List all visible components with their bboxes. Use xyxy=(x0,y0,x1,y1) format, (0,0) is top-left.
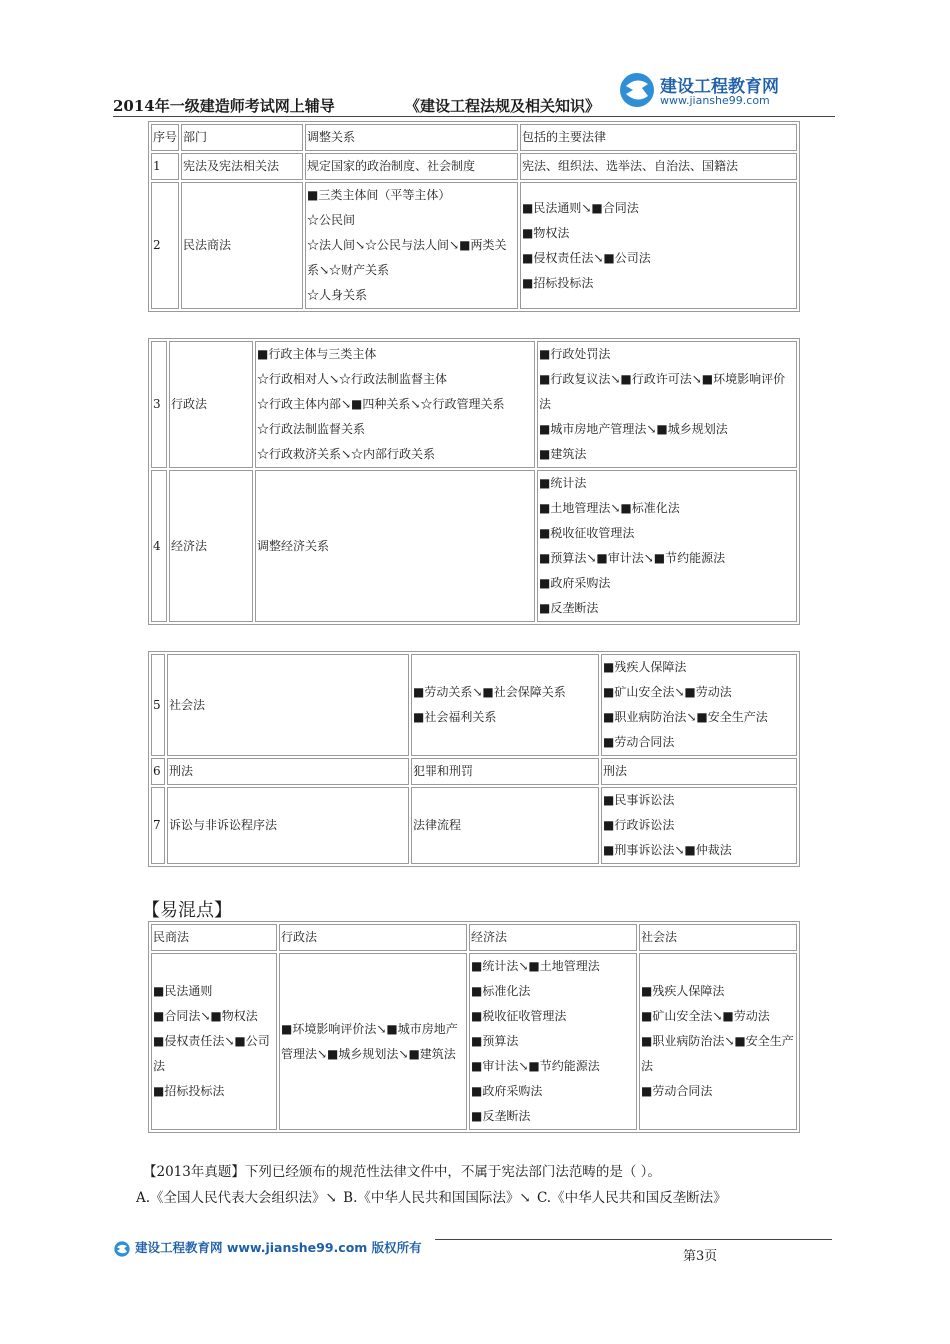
law-line: ■土地管理法↘■标准化法 xyxy=(539,501,680,515)
table-row xyxy=(151,341,797,468)
row-relation xyxy=(411,654,599,756)
col-header: 民商法 xyxy=(151,924,277,951)
table-row xyxy=(151,953,797,1130)
row-relation xyxy=(255,341,535,468)
relation-line: ■行政主体与三类主体 xyxy=(257,347,377,361)
relation-line: ☆行政救济关系↘☆内部行政关系 xyxy=(257,447,436,461)
row-relation: 法律流程 xyxy=(411,787,599,864)
relation-line: ☆人身关系 xyxy=(307,288,368,302)
law-line: ■税收征收管理法 xyxy=(539,526,635,540)
header-rule xyxy=(113,116,835,117)
administrative-laws xyxy=(279,953,467,1130)
law-line: ■反垄断法 xyxy=(539,601,599,615)
relation-line: ■社会福利关系 xyxy=(413,710,497,724)
law-line: ■反垄断法 xyxy=(471,1109,531,1123)
footer-rule xyxy=(435,1239,832,1240)
header-book-title: 《建设工程法规及相关知识》 xyxy=(405,97,601,115)
table-header-row xyxy=(151,124,797,151)
row-dept: 刑法 xyxy=(167,758,409,785)
law-line: ■政府采购法 xyxy=(471,1084,543,1098)
table-row xyxy=(151,787,797,864)
law-line: ■环境影响评价法↘■城市房地产管理法↘■城乡规划法↘■建筑法 xyxy=(281,1021,458,1061)
law-line: ■审计法↘■节约能源法 xyxy=(471,1059,600,1073)
logo-emblem-icon xyxy=(618,70,656,110)
table-row xyxy=(151,153,797,180)
row-no: 4 xyxy=(151,470,167,622)
row-relation: 规定国家的政治制度、社会制度 xyxy=(305,153,518,180)
row-dept: 社会法 xyxy=(167,654,409,756)
law-line: ■民法通则 xyxy=(153,984,213,998)
logo-emblem-icon xyxy=(113,1240,131,1258)
law-line: ■侵权责任法↘■公司法 xyxy=(522,250,651,265)
logo-url: www.jianshe99.com xyxy=(660,94,770,107)
law-line: ■税收征收管理法 xyxy=(471,1009,567,1023)
relation-line: ☆行政相对人↘☆行政法制监督主体 xyxy=(257,372,448,386)
relation-line: ☆行政主体内部↘■四种关系↘☆行政管理关系 xyxy=(257,397,505,411)
law-line: ■建筑法 xyxy=(539,447,587,461)
law-line: ■民事诉讼法 xyxy=(603,793,675,807)
law-line: ■行政诉讼法 xyxy=(603,818,675,832)
row-relation: 调整经济关系 xyxy=(255,470,535,622)
economic-laws xyxy=(469,953,637,1130)
row-laws: 宪法、组织法、选举法、自治法、国籍法 xyxy=(520,153,797,180)
col-header: 经济法 xyxy=(469,924,637,951)
row-dept: 民法商法 xyxy=(181,182,303,309)
logo-name: 建设工程教育网 xyxy=(660,77,779,97)
law-line: ■侵权责任法↘■公司法 xyxy=(153,1034,270,1073)
social-laws xyxy=(639,953,797,1130)
law-line: ■职业病防治法↘■安全生产法 xyxy=(641,1034,794,1073)
row-no: 2 xyxy=(151,182,179,309)
row-laws xyxy=(537,470,797,622)
row-laws xyxy=(520,182,797,309)
law-line: ■民法通则↘■合同法 xyxy=(522,200,639,215)
col-header-relation: 调整关系 xyxy=(305,124,518,151)
col-header: 行政法 xyxy=(279,924,467,951)
law-line: ■统计法 xyxy=(539,476,587,490)
law-table-part3 xyxy=(148,651,800,867)
law-line: ■统计法↘■土地管理法 xyxy=(471,959,600,973)
law-line: ■劳动合同法 xyxy=(603,735,675,749)
law-table-part1 xyxy=(148,121,800,312)
law-line: ■行政复议法↘■行政许可法↘■环境影响评价法 xyxy=(539,372,786,411)
row-dept: 经济法 xyxy=(169,470,253,622)
table-header-row xyxy=(151,924,797,951)
law-line: ■劳动合同法 xyxy=(641,1084,713,1098)
col-header-dept: 部门 xyxy=(181,124,303,151)
row-relation: 犯罪和刑罚 xyxy=(411,758,599,785)
row-laws: 刑法 xyxy=(601,758,797,785)
law-line: ■行政处罚法 xyxy=(539,347,611,361)
law-line: ■政府采购法 xyxy=(539,576,611,590)
row-relation xyxy=(305,182,518,309)
relation-line: ☆公民间 xyxy=(307,213,356,227)
row-dept: 诉讼与非诉讼程序法 xyxy=(167,787,409,864)
law-line: ■城市房地产管理法↘■城乡规划法 xyxy=(539,422,728,436)
header-exam-title: 2014年一级建造师考试网上辅导 xyxy=(113,97,335,115)
law-line: ■标准化法 xyxy=(471,984,531,998)
relation-line: ☆法人间↘☆公民与法人间↘■两类关系↘☆财产关系 xyxy=(307,238,507,277)
law-line: ■预算法 xyxy=(471,1034,519,1048)
law-line: ■刑事诉讼法↘■仲裁法 xyxy=(603,843,732,857)
row-laws xyxy=(601,654,797,756)
relation-line: ☆行政法制监督关系 xyxy=(257,422,366,436)
law-line: ■职业病防治法↘■安全生产法 xyxy=(603,710,768,724)
row-laws xyxy=(537,341,797,468)
table-row xyxy=(151,654,797,756)
table-row xyxy=(151,758,797,785)
exam-options: A.《全国人民代表大会组织法》↘ B.《中华人民共和国国际法》↘ C.《中华人民共和国反垄断法》 xyxy=(136,1190,727,1206)
table-row xyxy=(151,470,797,622)
exam-question: 【2013年真题】下列已经颁布的规范性法律文件中，不属于宪法部门法范畴的是（ ）。 xyxy=(143,1164,661,1180)
law-line: ■残疾人保障法 xyxy=(603,660,687,674)
row-no: 6 xyxy=(151,758,165,785)
law-line: ■合同法↘■物权法 xyxy=(153,1009,258,1023)
section-title-confusion: 【易混点】 xyxy=(142,900,232,921)
law-table-part2 xyxy=(148,338,800,625)
confusion-table xyxy=(148,921,800,1133)
civil-commercial-laws xyxy=(151,953,277,1130)
row-dept: 宪法及宪法相关法 xyxy=(181,153,303,180)
col-header-no: 序号 xyxy=(151,124,179,151)
row-no: 7 xyxy=(151,787,165,864)
row-no: 3 xyxy=(151,341,167,468)
law-line: ■预算法↘■审计法↘■节约能源法 xyxy=(539,551,726,565)
row-no: 5 xyxy=(151,654,165,756)
footer-logo[interactable] xyxy=(113,1238,422,1258)
row-dept: 行政法 xyxy=(169,341,253,468)
table-row xyxy=(151,182,797,309)
row-no: 1 xyxy=(151,153,179,180)
law-line: ■矿山安全法↘■劳动法 xyxy=(603,685,732,699)
site-logo[interactable] xyxy=(618,70,818,114)
col-header: 社会法 xyxy=(639,924,797,951)
law-line: ■残疾人保障法 xyxy=(641,984,725,998)
law-line: ■矿山安全法↘■劳动法 xyxy=(641,1009,770,1023)
col-header-laws: 包括的主要法律 xyxy=(520,124,797,151)
page-number: 第3页 xyxy=(683,1249,718,1264)
law-line: ■招标投标法 xyxy=(153,1084,225,1098)
law-line: ■物权法 xyxy=(522,225,570,240)
relation-line: ■劳动关系↘■社会保障关系 xyxy=(413,685,566,699)
relation-line: ■三类主体间（平等主体） xyxy=(307,188,451,202)
row-laws xyxy=(601,787,797,864)
law-line: ■招标投标法 xyxy=(522,275,594,290)
footer-copyright: 建设工程教育网 www.jianshe99.com 版权所有 xyxy=(135,1240,422,1255)
